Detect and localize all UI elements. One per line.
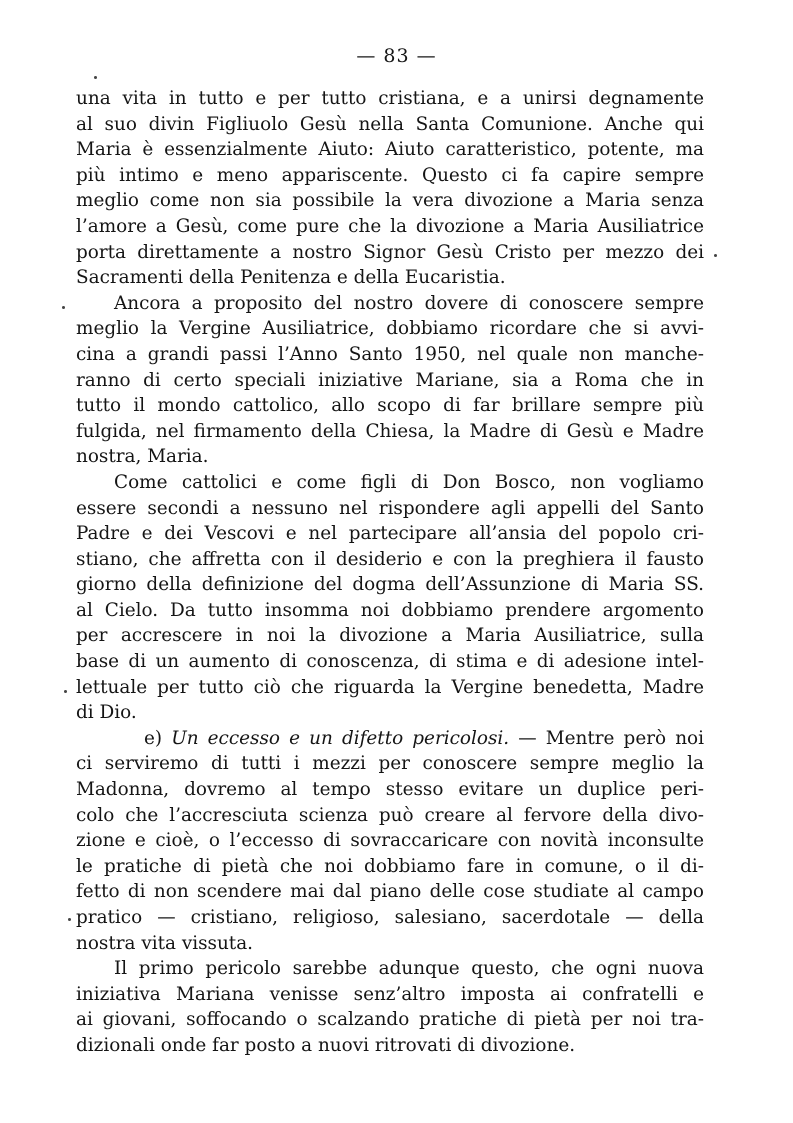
text-line: l’amore a Gesù, come pure che la divozione a Maria Ausiliatrice <box>76 215 704 237</box>
text-line: tutto il mondo cattolico, allo scopo di far brillare sempre più <box>76 395 704 417</box>
text-line: zione e cioè, o l’eccesso di sovraccaricare con novità inconsulte <box>76 830 704 852</box>
scan-speck <box>94 76 97 79</box>
text-line: Sacramenti della Penitenza e della Eucaristia. <box>76 267 506 289</box>
text-line: dizionali onde far posto a nuovi ritrovati di divozione. <box>76 1034 576 1056</box>
text-line: al suo divin Figliuolo Gesù nella Santa Comunione. Anche qui <box>76 113 704 135</box>
text-line: Il primo pericolo sarebbe adunque questo, che ogni nuova <box>114 958 704 980</box>
scan-speck <box>62 306 65 309</box>
text-line: Padre e dei Vescovi e nel partecipare all’ansia del popolo cri- <box>76 523 704 545</box>
text-line: per accrescere in noi la divozione a Maria Ausiliatrice, sulla <box>76 625 704 647</box>
text-line: meglio come non sia possibile la vera divozione a Maria senza <box>76 190 704 212</box>
text-line: nostra, Maria. <box>76 446 209 468</box>
scan-speck <box>64 690 67 693</box>
text-line: ranno di certo speciali iniziative Mariane, sia a Roma che in <box>76 369 704 391</box>
scan-speck <box>68 918 71 921</box>
text-line: lettuale per tutto ciò che riguarda la Vergine benedetta, Madre <box>76 676 704 698</box>
section-first-line: — Mentre però noi <box>518 727 704 749</box>
text-line: meglio la Vergine Ausiliatrice, dobbiamo ricordare che si avvi- <box>76 318 704 340</box>
section-heading-line <box>76 726 704 752</box>
text-line: fetto di non scendere mai dal piano delle cose studiate al campo <box>76 881 704 903</box>
text-line: porta direttamente a nostro Signor Gesù Cristo per mezzo dei <box>76 241 704 263</box>
text-line: una vita in tutto e per tutto cristiana, e a unirsi degnamente <box>76 88 704 109</box>
text-line: Ancora a proposito del nostro dovere di conoscere sempre <box>114 292 704 314</box>
text-line: Madonna, dovremo al tempo stesso evitare un duplice peri- <box>76 779 704 801</box>
text-line: base di un aumento di conoscenza, di stima e di adesione intel- <box>76 651 704 673</box>
text-line: più intimo e meno appariscente. Questo ci fa capire sempre <box>76 164 704 186</box>
text-line: stiano, che affretta con il desiderio e con la preghiera il fausto <box>76 548 704 570</box>
text-line: cina a grandi passi l’Anno Santo 1950, nel quale non manche- <box>76 343 704 365</box>
text-line: al Cielo. Da tutto insomma noi dobbiamo prendere argomento <box>76 599 704 621</box>
text-line: colo che l’accresciuta scienza può creare al fervore della divo- <box>76 804 704 826</box>
text-line: pratico — cristiano, religioso, salesiano, sacerdotale — della <box>76 907 704 928</box>
text-line: Maria è essenzialmente Aiuto: Aiuto caratteristico, potente, ma <box>76 139 704 161</box>
page-number: — 83 — <box>356 45 437 67</box>
body-text <box>76 86 704 1059</box>
text-line: ci serviremo di tutti i mezzi per conoscere sempre meglio la <box>76 753 704 775</box>
section-heading: Un eccesso e un difetto pericolosi. <box>171 727 510 749</box>
text-line: giorno della definizione del dogma dell’Assunzione di Maria SS. <box>76 574 704 596</box>
text-line: essere secondi a nessuno nel rispondere agli appelli del Santo <box>76 497 704 519</box>
scan-speck <box>714 254 717 257</box>
section-label: e) <box>144 727 163 749</box>
text-line: di Dio. <box>76 702 137 724</box>
text-line: fulgida, nel firmamento della Chiesa, la Madre di Gesù e Madre <box>76 420 704 442</box>
text-line: ai giovani, soffocando o scalzando pratiche di pietà per noi tra- <box>76 1009 704 1031</box>
text-line: nostra vita vissuta. <box>76 932 254 954</box>
text-line: le pratiche di pietà che noi dobbiamo fare in comune, o il di- <box>76 855 704 877</box>
text-line: iniziativa Mariana venisse senz’altro imposta ai confratelli e <box>76 983 704 1005</box>
text-line: Come cattolici e come figli di Don Bosco, non vogliamo <box>114 471 704 493</box>
